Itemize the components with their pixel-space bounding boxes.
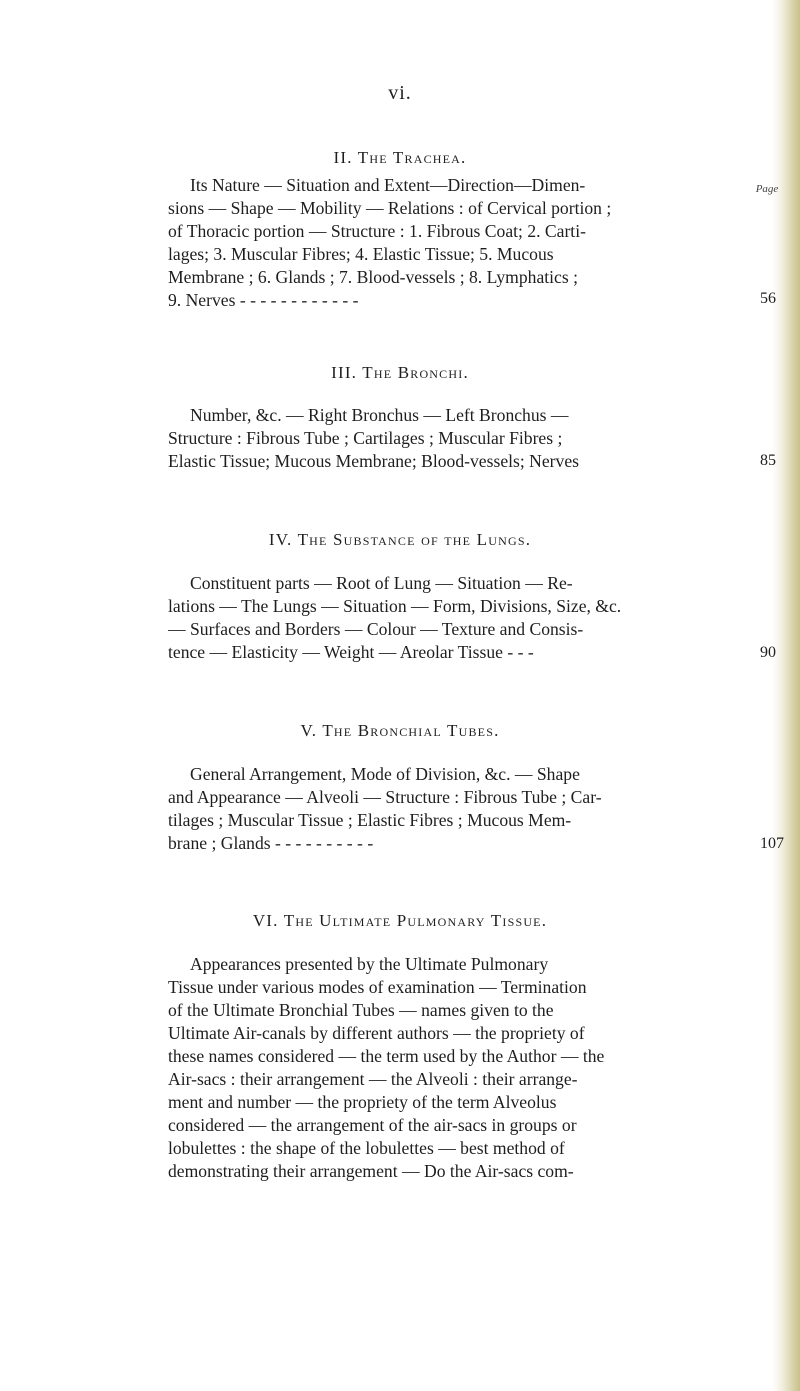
text-line: tence — Elasticity — Weight — Areolar Tissue - - - [168, 642, 534, 662]
page-column-header: Page [755, 183, 779, 195]
text-line: these names considered — the term used by the Author — the [168, 1046, 605, 1066]
text-line: Elastic Tissue; Mucous Membrane; Blood-vessels; Nerves [168, 451, 579, 471]
text-line: and Appearance — Alveoli — Structure : Fibrous Tube ; Car- [168, 787, 602, 807]
page-ref: 107 [760, 835, 784, 852]
text-line: lations — The Lungs — Situation — Form, Divisions, Size, &c. [168, 596, 622, 616]
text-line: Number, &c. — Right Bronchus — Left Bronchus — [190, 405, 569, 425]
text-line: Its Nature — Situation and Extent—Direction—Dimen- [190, 175, 586, 195]
section-text-pulmonary-tissue [168, 953, 748, 1183]
section-heading-bronchial-tubes: V. The Bronchial Tubes. [300, 721, 500, 740]
text-line: Structure : Fibrous Tube ; Cartilages ; Muscular Fibres ; [168, 428, 563, 448]
text-line: General Arrangement, Mode of Division, &c. — Shape [190, 764, 580, 784]
text-line: lages; 3. Muscular Fibres; 4. Elastic Tissue; 5. Mucous [168, 244, 554, 264]
text-line: Constituent parts — Root of Lung — Situation — Re- [190, 573, 573, 593]
text-line: of the Ultimate Bronchial Tubes — names given to the [168, 1000, 554, 1020]
section-heading-pulmonary-tissue: VI. The Ultimate Pulmonary Tissue. [252, 911, 548, 930]
text-line: Air-sacs : their arrangement — the Alveoli : their arrange- [168, 1069, 578, 1089]
section-text-bronchial-tubes [168, 763, 748, 855]
text-line: Appearances presented by the Ultimate Pulmonary [190, 954, 549, 974]
text-line: sions — Shape — Mobility — Relations : of Cervical portion ; [168, 198, 612, 218]
page-number: vi. [388, 82, 412, 104]
page-ref: 90 [760, 644, 776, 661]
text-line: of Thoracic portion — Structure : 1. Fibrous Coat; 2. Carti- [168, 221, 586, 241]
section-heading-trachea: II. The Trachea. [333, 148, 467, 167]
text-line: 9. Nerves - - - - - - - - - - - - [168, 290, 359, 310]
page-edge [772, 0, 800, 1391]
text-line: — Surfaces and Borders — Colour — Texture and Consis- [168, 619, 584, 639]
section-text-bronchi [168, 404, 748, 473]
section-text-lungs [168, 572, 748, 664]
text-line: brane ; Glands - - - - - - - - - - [168, 833, 374, 853]
section-heading-bronchi: III. The Bronchi. [331, 363, 469, 382]
text-line: demonstrating their arrangement — Do the Air-sacs com- [168, 1161, 574, 1181]
page-ref: 85 [760, 452, 776, 469]
text-line: Ultimate Air-canals by different authors — the propriety of [168, 1023, 585, 1043]
page-ref: 56 [760, 290, 776, 307]
section-text-trachea [168, 174, 748, 312]
text-line: Membrane ; 6. Glands ; 7. Blood-vessels ; 8. Lymphatics ; [168, 267, 578, 287]
text-line: ment and number — the propriety of the term Alveolus [168, 1092, 557, 1112]
text-line: tilages ; Muscular Tissue ; Elastic Fibres ; Mucous Mem- [168, 810, 572, 830]
section-heading-lungs: IV. The Substance of the Lungs. [268, 530, 532, 549]
text-line: considered — the arrangement of the air-sacs in groups or [168, 1115, 577, 1135]
text-line: Tissue under various modes of examination — Termination [168, 977, 587, 997]
text-line: lobulettes : the shape of the lobulettes — best method of [168, 1138, 565, 1158]
